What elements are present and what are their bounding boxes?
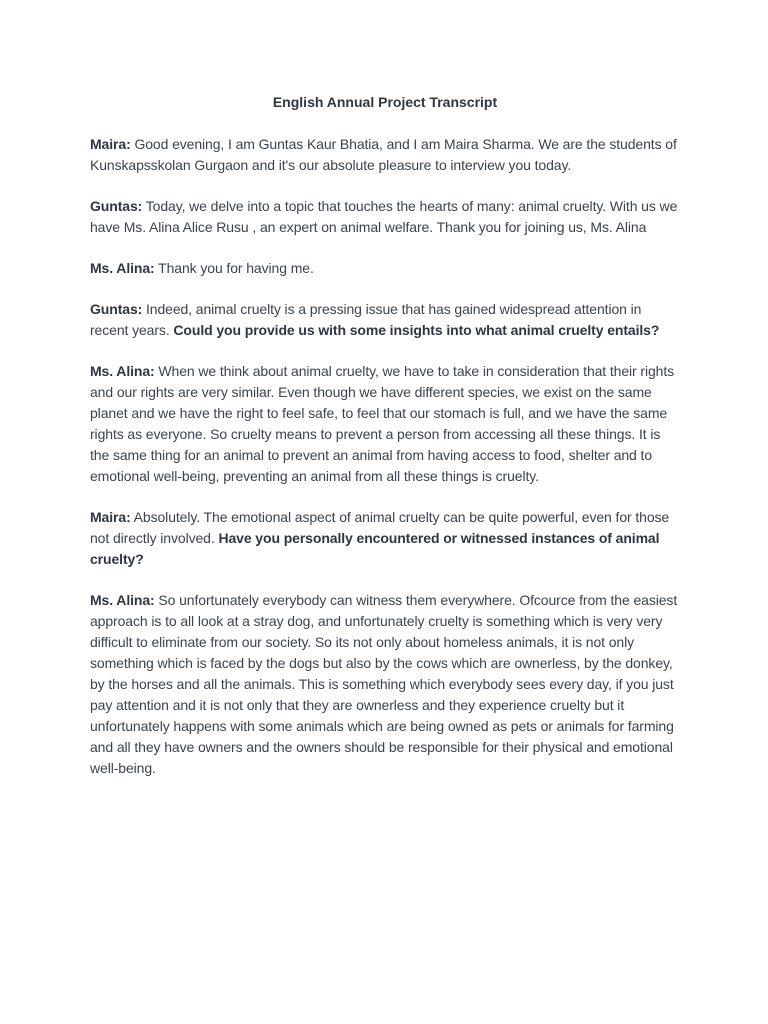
interview-question: Could you provide us with some insights into what animal cruelty entails? [173,322,660,338]
paragraph-text: Indeed, animal cruelty is a pressing issue that has gained widespread attention in recent years. [90,301,642,338]
interview-question: Have you personally encountered or witnessed instances of animal cruelty? [90,530,660,567]
transcript-paragraph [90,258,680,279]
paragraph-text: Good evening, I am Guntas Kaur Bhatia, and I am Maira Sharma. We are the students of Kunskapsskolan Gurgaon and it's our absolute pleasure to interview you today. [90,136,677,173]
paragraph-text: So unfortunately everybody can witness them everywhere. Ofcource from the easiest approach is to all look at a stray dog, and unfortunately cruelty is something which is very very difficult to eliminate from our society. So its not only about homeless animals, it is not only something which is faced by the dogs but also by the cows which are ownerless, by the donkey, by the horses and all the animals. This is something which everybody sees every day, if you just pay attention and it is not only that they are ownerless and they experience cruelty but it unfortunately happens with some animals which are being owned as pets or animals for farming and all they have owners and the owners should be responsible for their physical and emotional well-being. [90,592,678,776]
paragraph-text: Thank you for having me. [158,260,314,276]
paragraph-text: Absolutely. The emotional aspect of animal cruelty can be quite powerful, even for those not directly involved. [90,509,670,546]
speaker-label: Maira: [90,136,131,152]
document-title: English Annual Project Transcript [272,94,498,110]
speaker-label: Maira: [90,509,131,525]
transcript-paragraph [90,196,680,238]
transcript-paragraph [90,507,680,570]
speaker-label: Ms. Alina: [90,260,155,276]
speaker-label: Guntas: [90,198,143,214]
speaker-label: Ms. Alina: [90,363,155,379]
speaker-label: Guntas: [90,301,143,317]
transcript-paragraph [90,590,680,779]
transcript-paragraph [90,134,680,176]
transcript-paragraph [90,361,680,487]
document-page [90,92,680,799]
transcript-paragraph [90,299,680,341]
speaker-label: Ms. Alina: [90,592,155,608]
paragraph-text: When we think about animal cruelty, we have to take in consideration that their rights and our rights are very similar. Even though we have different species, we exist on the same planet and we have the right to feel safe, to feel that our stomach is full, and we have the same rights as everyone. So cruelty means to prevent a person from accessing all these things. It is the same thing for an animal to prevent an animal from having access to food, shelter and to emotional well-being, preventing an animal from all these things is cruelty. [90,363,675,484]
paragraph-text: Today, we delve into a topic that touches the hearts of many: animal cruelty. With us we have Ms. Alina Alice Rusu , an expert on animal welfare. Thank you for joining us, Ms. Alina [90,198,678,235]
